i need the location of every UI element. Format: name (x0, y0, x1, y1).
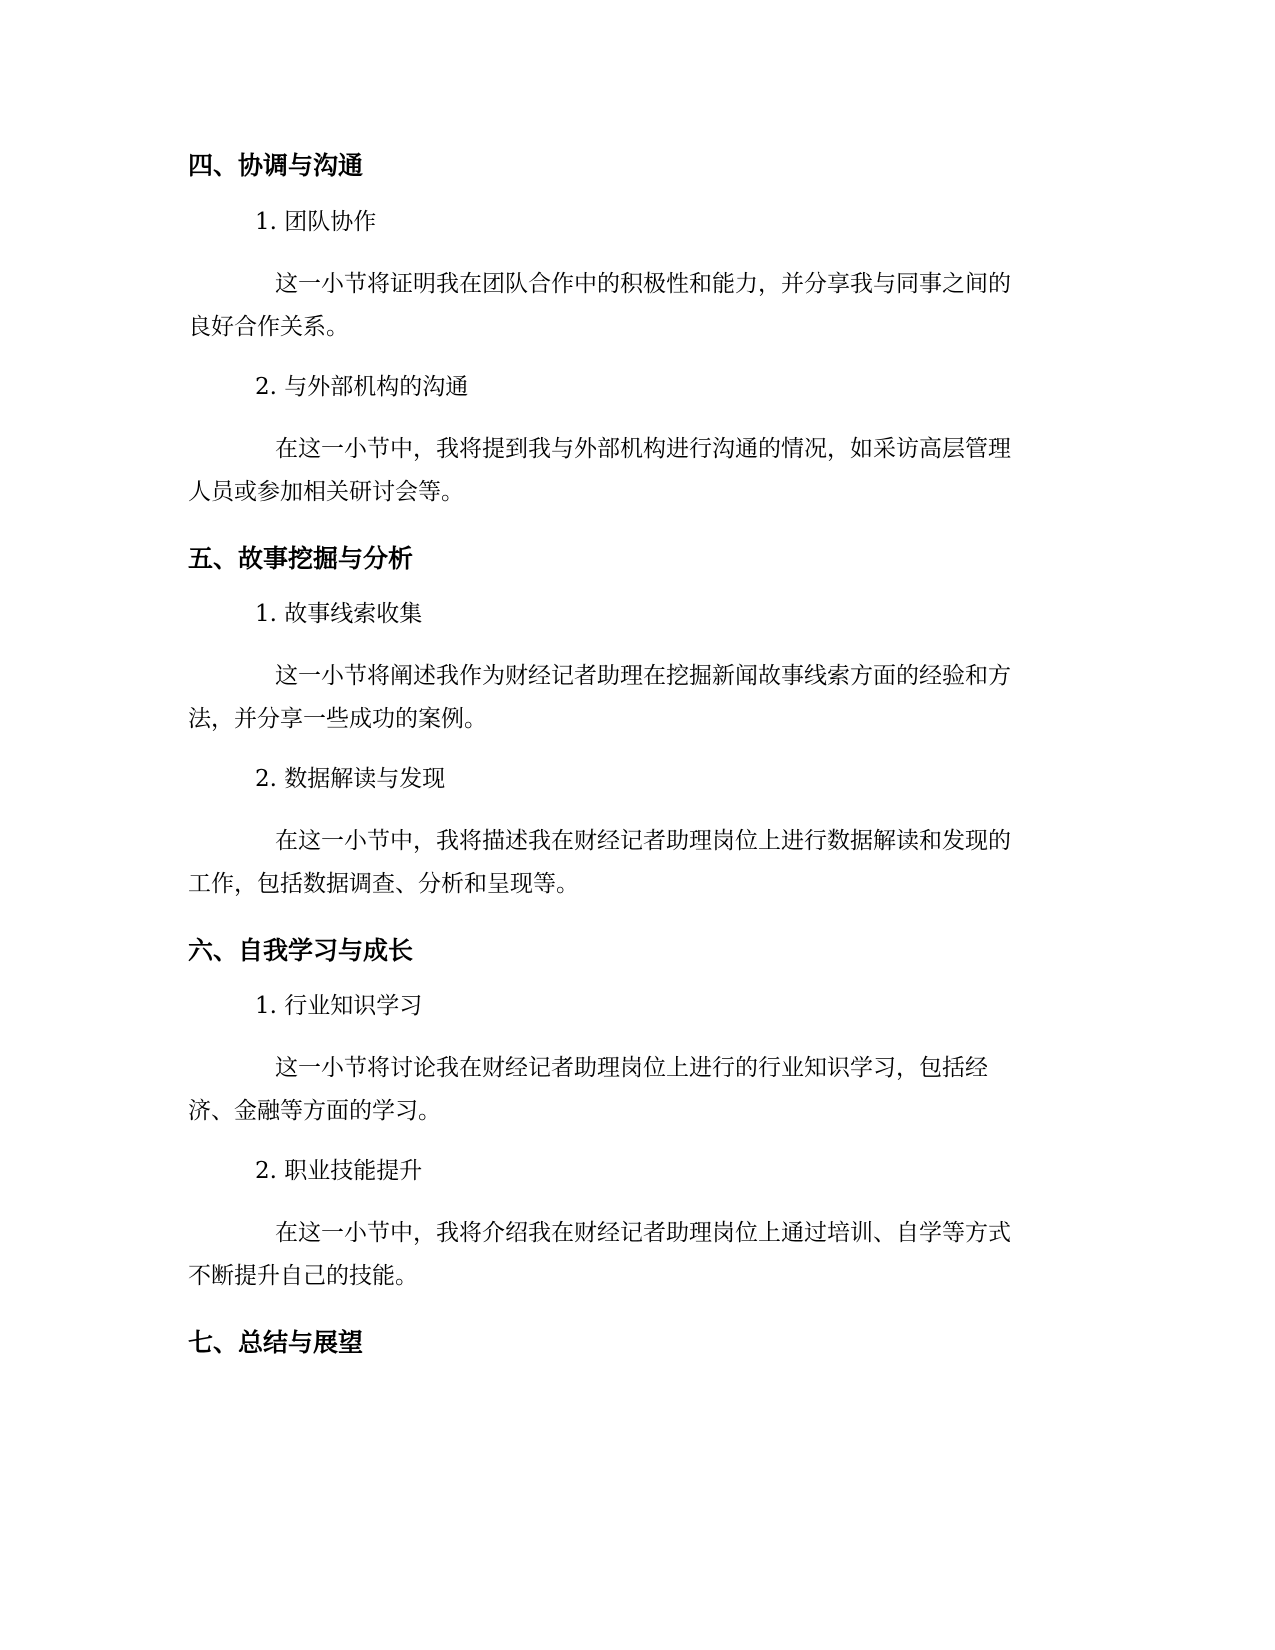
paragraph (188, 655, 1078, 741)
paragraph-line: 在这一小节中，我将介绍我在财经记者助理岗位上通过培训、自学等方式 (275, 1220, 1011, 1246)
paragraph-line: 人员或参加相关研讨会等。 (188, 479, 464, 505)
paragraph-line: 在这一小节中，我将描述我在财经记者助理岗位上进行数据解读和发现的 (275, 828, 1011, 854)
subsection-title: 2. 与外部机构的沟通 (255, 374, 469, 400)
paragraph-line: 在这一小节中，我将提到我与外部机构进行沟通的情况，如采访高层管理 (275, 436, 1011, 462)
paragraph-line: 这一小节将证明我在团队合作中的积极性和能力，并分享我与同事之间的 (275, 271, 1011, 297)
section-heading: 四、协调与沟通 (188, 151, 364, 180)
paragraph-line: 法，并分享一些成功的案例。 (188, 706, 487, 732)
paragraph (188, 1047, 1078, 1133)
section-heading: 六、自我学习与成长 (188, 936, 414, 965)
section-heading: 七、总结与展望 (188, 1328, 364, 1357)
subsection-title: 1. 团队协作 (255, 209, 377, 235)
paragraph-line: 不断提升自己的技能。 (188, 1263, 418, 1289)
paragraph-line: 工作，包括数据调查、分析和呈现等。 (188, 871, 579, 897)
paragraph-line: 这一小节将阐述我作为财经记者助理在挖掘新闻故事线索方面的经验和方 (275, 663, 1011, 689)
paragraph-line: 这一小节将讨论我在财经记者助理岗位上进行的行业知识学习，包括经 (275, 1055, 988, 1081)
section-heading: 五、故事挖掘与分析 (188, 544, 414, 573)
subsection-title: 1. 行业知识学习 (255, 993, 423, 1019)
subsection-title: 2. 数据解读与发现 (255, 766, 446, 792)
paragraph (188, 1212, 1078, 1298)
paragraph-line: 良好合作关系。 (188, 314, 349, 340)
paragraph (188, 263, 1078, 349)
paragraph (188, 820, 1078, 906)
paragraph (188, 428, 1078, 514)
subsection-title: 2. 职业技能提升 (255, 1158, 423, 1184)
subsection-title: 1. 故事线索收集 (255, 601, 423, 627)
paragraph-line: 济、金融等方面的学习。 (188, 1098, 441, 1124)
